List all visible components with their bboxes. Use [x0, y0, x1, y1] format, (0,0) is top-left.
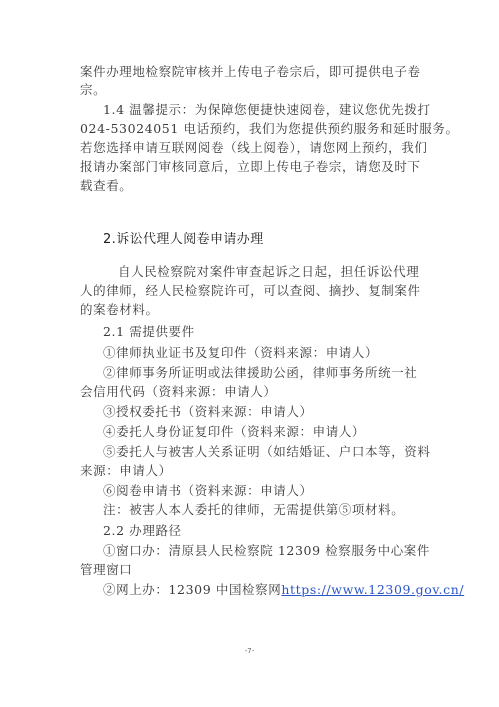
intro-line: 人的律师，经人民检察院许可，可以查阅、摘抄、复制案件	[80, 283, 421, 298]
subsection-heading: 2.1 需提供要件	[103, 324, 195, 339]
section-heading: 2.诉讼代理人阅卷申请办理	[103, 232, 264, 247]
route-item	[103, 582, 464, 597]
route-item-continued: 管理窗口	[80, 562, 133, 577]
website-link[interactable]: https://www.12309.gov.cn/	[281, 582, 465, 597]
route-item: ①窗口办：清原县人民检察院 12309 检察服务中心案件	[103, 543, 431, 558]
note-line: 注：被害人本人委托的律师，无需提供第⑤项材料。	[103, 502, 405, 517]
list-item: ①律师执业证书及复印件（资料来源：申请人）	[103, 345, 379, 360]
list-item-continued: 来源：申请人）	[80, 463, 172, 478]
subsection-heading: 2.2 办理路径	[103, 523, 182, 538]
intro-line: 自人民检察院对案件审查起诉之日起，担任诉讼代理	[118, 264, 420, 279]
list-item: ③授权委托书（资料来源：申请人）	[103, 404, 313, 419]
list-item: ②律师事务所证明或法律援助公函，律师事务所统一社	[103, 365, 418, 380]
tip-line: 1.4 温馨提示：为保障您便捷快速阅卷，建议您优先拨打	[103, 102, 431, 117]
tip-line: 报请办案部门审核同意后，立即上传电子卷宗，请您及时下	[80, 159, 421, 174]
page-number: -7-	[244, 647, 255, 655]
intro-line: 的案卷材料。	[80, 302, 159, 317]
paragraph-line: 案件办理地检察院审核并上传电子卷宗后，即可提供电子卷	[80, 64, 421, 79]
list-item: ⑤委托人与被害人关系证明（如结婚证、户口本等，资料	[103, 444, 431, 459]
tip-line: 若您选择申请互联网阅卷（线上阅卷），请您网上预约，我们	[80, 140, 428, 155]
list-item: ⑥阅卷申请书（资料来源：申请人）	[103, 483, 313, 498]
list-item: ④委托人身份证复印件（资料来源：申请人）	[103, 424, 366, 439]
list-item-continued: 会信用代码（资料来源：申请人）	[80, 384, 277, 399]
paragraph-line: 宗。	[80, 82, 107, 97]
tip-line: 载查看。	[80, 178, 133, 193]
tip-line: 024-53024051 电话预约，我们为您提供预约服务和延时服务。	[80, 121, 459, 136]
route-online-label: ②网上办：12309 中国检察网	[103, 582, 282, 597]
